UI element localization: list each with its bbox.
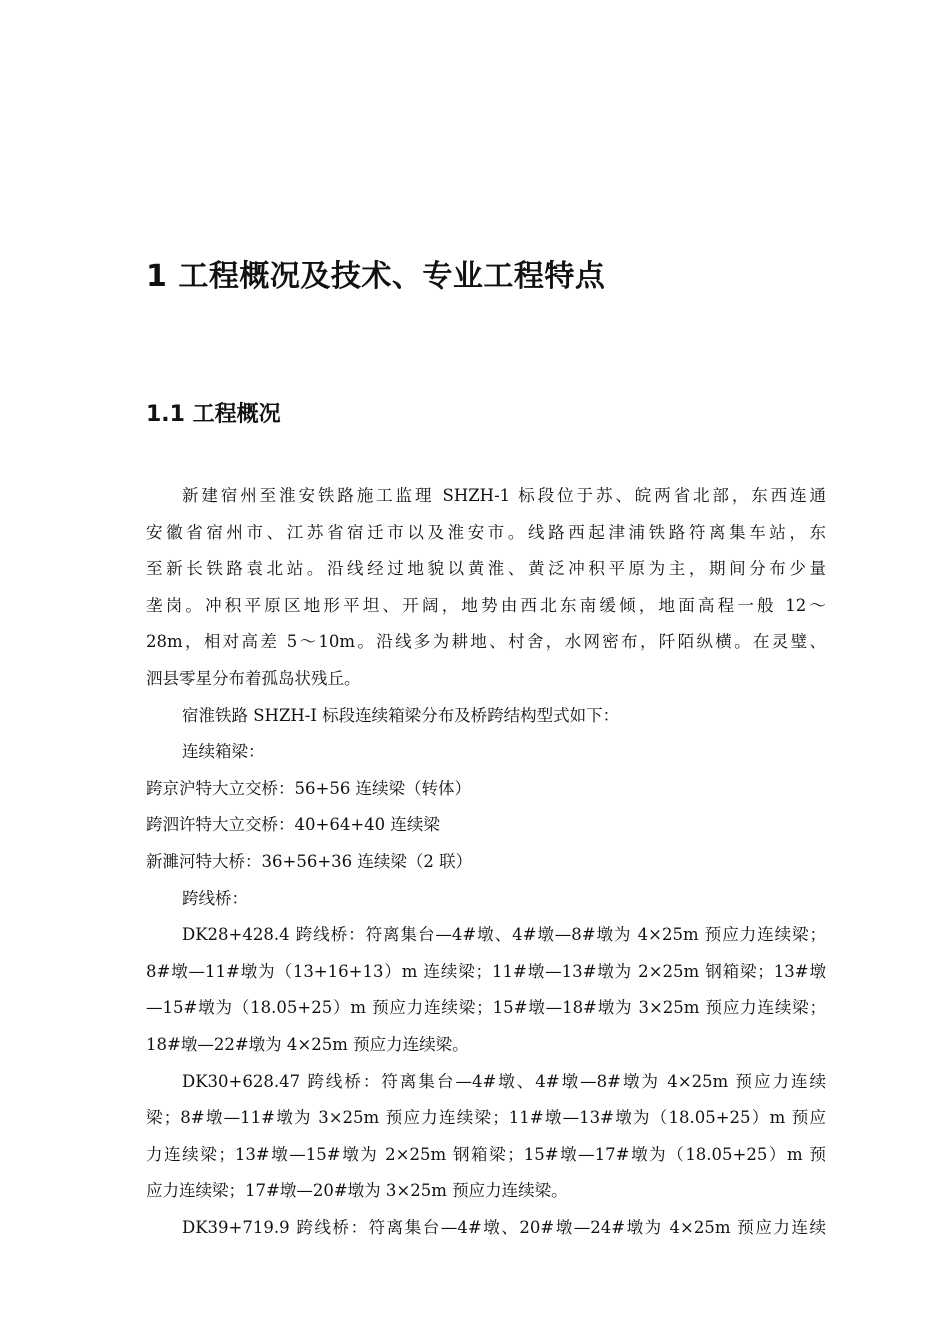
paragraph-line: 安徽省宿州市、江苏省宿迁市以及淮安市。线路西起津浦铁路符离集车站，东 [146,522,826,542]
paragraph-line: DK28+428.4 跨线桥：符离集台—4#墩、4#墩—8#墩为 4×25m 预应力连续梁； [182,925,826,945]
list-item: 跨京沪特大立交桥：56+56 连续梁（转体） [146,778,472,798]
chapter-heading: 1 工程概况及技术、专业工程特点 [146,259,606,294]
list-item: 跨泗许特大立交桥：40+64+40 连续梁 [146,815,440,835]
paragraph-line: —15#墩为（18.05+25）m 预应力连续梁；15#墩—18#墩为 3×25m 预应力连续梁； [146,998,826,1018]
paragraph-line: 新建宿州至淮安铁路施工监理 SHZH-1 标段位于苏、皖两省北部，东西连通 [182,486,826,505]
paragraph-line: 力连续梁；13#墩—15#墩为 2×25m 钢箱梁；15#墩—17#墩为（18.05+25）m 预 [146,1144,826,1164]
paragraph-line: 跨线桥： [182,888,248,908]
paragraph-line: DK39+719.9 跨线桥：符离集台—4#墩、20#墩—24#墩为 4×25m 预应力连续 [182,1217,826,1237]
paragraph-line: 28m，相对高差 5～10m。沿线多为耕地、村舍，水网密布，阡陌纵横。在灵璧、 [146,632,826,652]
paragraph-line: 连续箱梁： [182,742,265,762]
paragraph-line: 8#墩—11#墩为（13+16+13）m 连续梁；11#墩—13#墩为 2×25m 钢箱梁；13#墩 [146,961,826,981]
paragraph-line: 至新长铁路袁北站。沿线经过地貌以黄淮、黄泛冲积平原为主，期间分布少量 [146,559,826,579]
paragraph-line: 18#墩—22#墩为 4×25m 预应力连续梁。 [146,1034,469,1054]
list-item: 新濉河特大桥：36+56+36 连续梁（2 联） [146,851,473,871]
paragraph-line: 泗县零星分布着孤岛状残丘。 [146,668,361,688]
paragraph-line: DK30+628.47 跨线桥：符离集台—4#墩、4#墩—8#墩为 4×25m 预应力连续 [182,1071,826,1091]
section-heading: 1.1 工程概况 [146,402,281,427]
paragraph-line: 应力连续梁；17#墩—20#墩为 3×25m 预应力连续梁。 [146,1181,568,1201]
paragraph-line: 垄岗。冲积平原区地形平坦、开阔，地势由西北东南缓倾，地面高程一般 12～ [146,595,826,615]
paragraph-line: 宿淮铁路 SHZH-I 标段连续箱梁分布及桥跨结构型式如下： [182,705,620,725]
paragraph-line: 梁；8#墩—11#墩为 3×25m 预应力连续梁；11#墩—13#墩为（18.05+25）m 预应 [146,1108,826,1128]
body-text [146,478,826,1246]
